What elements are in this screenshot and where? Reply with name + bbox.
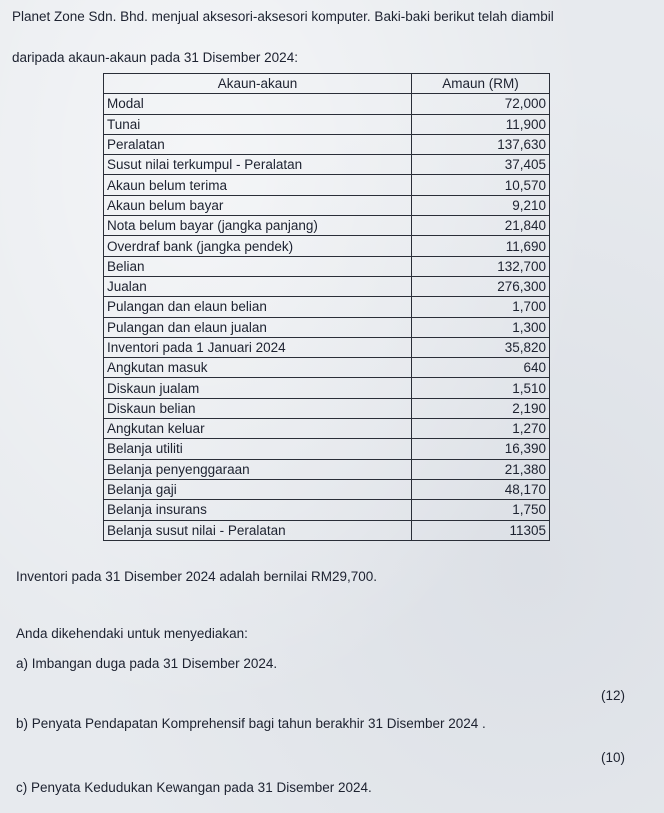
header-account: Akaun-akaun [104, 74, 412, 94]
account-name-cell: Pulangan dan elaun jualan [104, 317, 412, 337]
task-c: c) Penyata Kedudukan Kewangan pada 31 Disember 2024. [16, 780, 372, 795]
amount-cell: 37,405 [412, 155, 550, 175]
account-name-cell: Inventori pada 1 Januari 2024 [104, 337, 412, 357]
task-a: a) Imbangan duga pada 31 Disember 2024. [16, 656, 278, 671]
table-row [104, 216, 550, 236]
table-row [104, 378, 550, 398]
amount-cell: 35,820 [412, 337, 550, 357]
account-name-cell: Angkutan keluar [104, 419, 412, 439]
table-row [104, 175, 550, 195]
table-row [104, 236, 550, 256]
amount-cell: 21,380 [412, 459, 550, 479]
table-row [104, 195, 550, 215]
amount-cell: 72,000 [412, 94, 550, 114]
amount-cell: 9,210 [412, 195, 550, 215]
amount-cell: 16,390 [412, 439, 550, 459]
accounts-table [103, 73, 550, 541]
account-name-cell: Peralatan [104, 134, 412, 154]
account-name-cell: Nota belum bayar (jangka panjang) [104, 216, 412, 236]
account-name-cell: Diskaun belian [104, 398, 412, 418]
amount-cell: 640 [412, 358, 550, 378]
table-row [104, 419, 550, 439]
account-name-cell: Belanja susut nilai - Peralatan [104, 520, 412, 540]
amount-cell: 1,700 [412, 297, 550, 317]
intro-line-1: Planet Zone Sdn. Bhd. menjual aksesori-aksesori komputer. Baki-baki berikut telah diambil [12, 9, 554, 24]
amount-cell: 21,840 [412, 216, 550, 236]
account-name-cell: Overdraf bank (jangka pendek) [104, 236, 412, 256]
amount-cell: 2,190 [412, 398, 550, 418]
account-name-cell: Belanja penyenggaraan [104, 459, 412, 479]
table-row [104, 398, 550, 418]
task-b-marks: (10) [601, 750, 626, 765]
account-name-cell: Diskaun jualam [104, 378, 412, 398]
account-name-cell: Belanja insurans [104, 500, 412, 520]
task-a-marks: (12) [601, 688, 626, 703]
table-header-row [104, 74, 550, 94]
amount-cell: 11305 [412, 520, 550, 540]
amount-cell: 137,630 [412, 134, 550, 154]
account-name-cell: Belanja utiliti [104, 439, 412, 459]
account-name-cell: Angkutan masuk [104, 358, 412, 378]
amount-cell: 10,570 [412, 175, 550, 195]
table-row [104, 114, 550, 134]
account-name-cell: Belian [104, 256, 412, 276]
amount-cell: 1,510 [412, 378, 550, 398]
table-row [104, 459, 550, 479]
account-name-cell: Susut nilai terkumpul - Peralatan [104, 155, 412, 175]
account-name-cell: Tunai [104, 114, 412, 134]
table-row [104, 134, 550, 154]
intro-line-2: daripada akaun-akaun pada 31 Disember 2024: [12, 50, 298, 65]
task-intro: Anda dikehendaki untuk menyediakan: [16, 626, 248, 641]
amount-cell: 1,270 [412, 419, 550, 439]
amount-cell: 1,300 [412, 317, 550, 337]
account-name-cell: Modal [104, 94, 412, 114]
table-row [104, 317, 550, 337]
amount-cell: 48,170 [412, 479, 550, 499]
amount-cell: 1,750 [412, 500, 550, 520]
table-row [104, 358, 550, 378]
amount-cell: 11,900 [412, 114, 550, 134]
table-row [104, 337, 550, 357]
task-b: b) Penyata Pendapatan Komprehensif bagi tahun berakhir 31 Disember 2024 . [16, 716, 486, 731]
table-row [104, 256, 550, 276]
table-row [104, 520, 550, 540]
amount-cell: 11,690 [412, 236, 550, 256]
table-row [104, 297, 550, 317]
table-row [104, 94, 550, 114]
account-name-cell: Jualan [104, 276, 412, 296]
account-name-cell: Pulangan dan elaun belian [104, 297, 412, 317]
account-name-cell: Akaun belum bayar [104, 195, 412, 215]
table-row [104, 439, 550, 459]
account-name-cell: Belanja gaji [104, 479, 412, 499]
amount-cell: 276,300 [412, 276, 550, 296]
table-row [104, 155, 550, 175]
amount-cell: 132,700 [412, 256, 550, 276]
table-row [104, 276, 550, 296]
table-row [104, 479, 550, 499]
account-name-cell: Akaun belum terima [104, 175, 412, 195]
table-row [104, 500, 550, 520]
header-amount: Amaun (RM) [412, 74, 550, 94]
inventory-note: Inventori pada 31 Disember 2024 adalah bernilai RM29,700. [16, 569, 377, 584]
